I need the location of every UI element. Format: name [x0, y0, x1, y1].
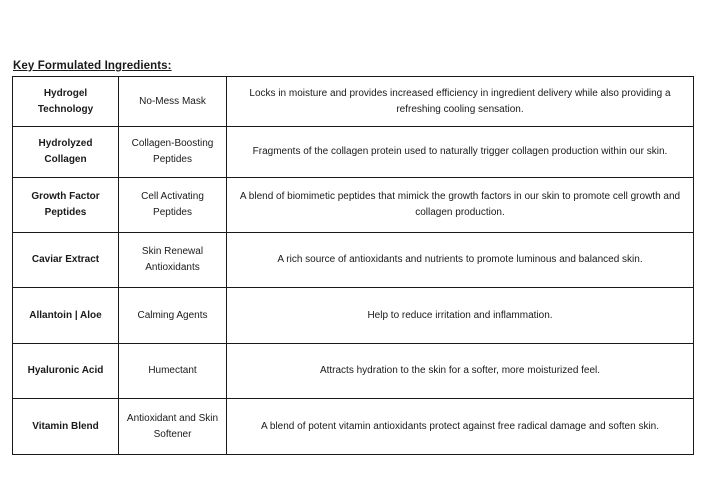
ingredient-name: Hydrogel Technology	[13, 77, 119, 127]
table-row	[13, 344, 694, 399]
ingredient-category: No-Mess Mask	[119, 77, 227, 127]
ingredient-name: Allantoin | Aloe	[13, 288, 119, 344]
ingredient-description: A blend of biomimetic peptides that mimick the growth factors in our skin to promote cell growth and collagen production.	[227, 178, 694, 233]
ingredient-category: Calming Agents	[119, 288, 227, 344]
ingredient-description: Attracts hydration to the skin for a softer, more moisturized feel.	[227, 344, 694, 399]
table-row	[13, 178, 694, 233]
ingredient-name: Hydrolyzed Collagen	[13, 127, 119, 178]
ingredient-category: Cell Activating Peptides	[119, 178, 227, 233]
ingredient-description: Locks in moisture and provides increased efficiency in ingredient delivery while also providing a refreshing cooling sensation.	[227, 77, 694, 127]
table-row	[13, 127, 694, 178]
table-row	[13, 288, 694, 344]
section-heading: Key Formulated Ingredients:	[13, 60, 172, 72]
ingredient-description: A blend of potent vitamin antioxidants protect against free radical damage and soften skin.	[227, 399, 694, 455]
ingredient-name: Growth Factor Peptides	[13, 178, 119, 233]
table-row	[13, 233, 694, 288]
ingredient-category: Antioxidant and Skin Softener	[119, 399, 227, 455]
table-row	[13, 399, 694, 455]
ingredient-name: Caviar Extract	[13, 233, 119, 288]
ingredient-category: Collagen-Boosting Peptides	[119, 127, 227, 178]
table-row	[13, 77, 694, 127]
ingredient-category: Skin Renewal Antioxidants	[119, 233, 227, 288]
ingredients-table	[12, 76, 694, 455]
ingredient-name: Vitamin Blend	[13, 399, 119, 455]
ingredient-description: Help to reduce irritation and inflammation.	[227, 288, 694, 344]
ingredient-description: Fragments of the collagen protein used to naturally trigger collagen production within our skin.	[227, 127, 694, 178]
ingredient-category: Humectant	[119, 344, 227, 399]
ingredient-name: Hyaluronic Acid	[13, 344, 119, 399]
ingredient-description: A rich source of antioxidants and nutrients to promote luminous and balanced skin.	[227, 233, 694, 288]
